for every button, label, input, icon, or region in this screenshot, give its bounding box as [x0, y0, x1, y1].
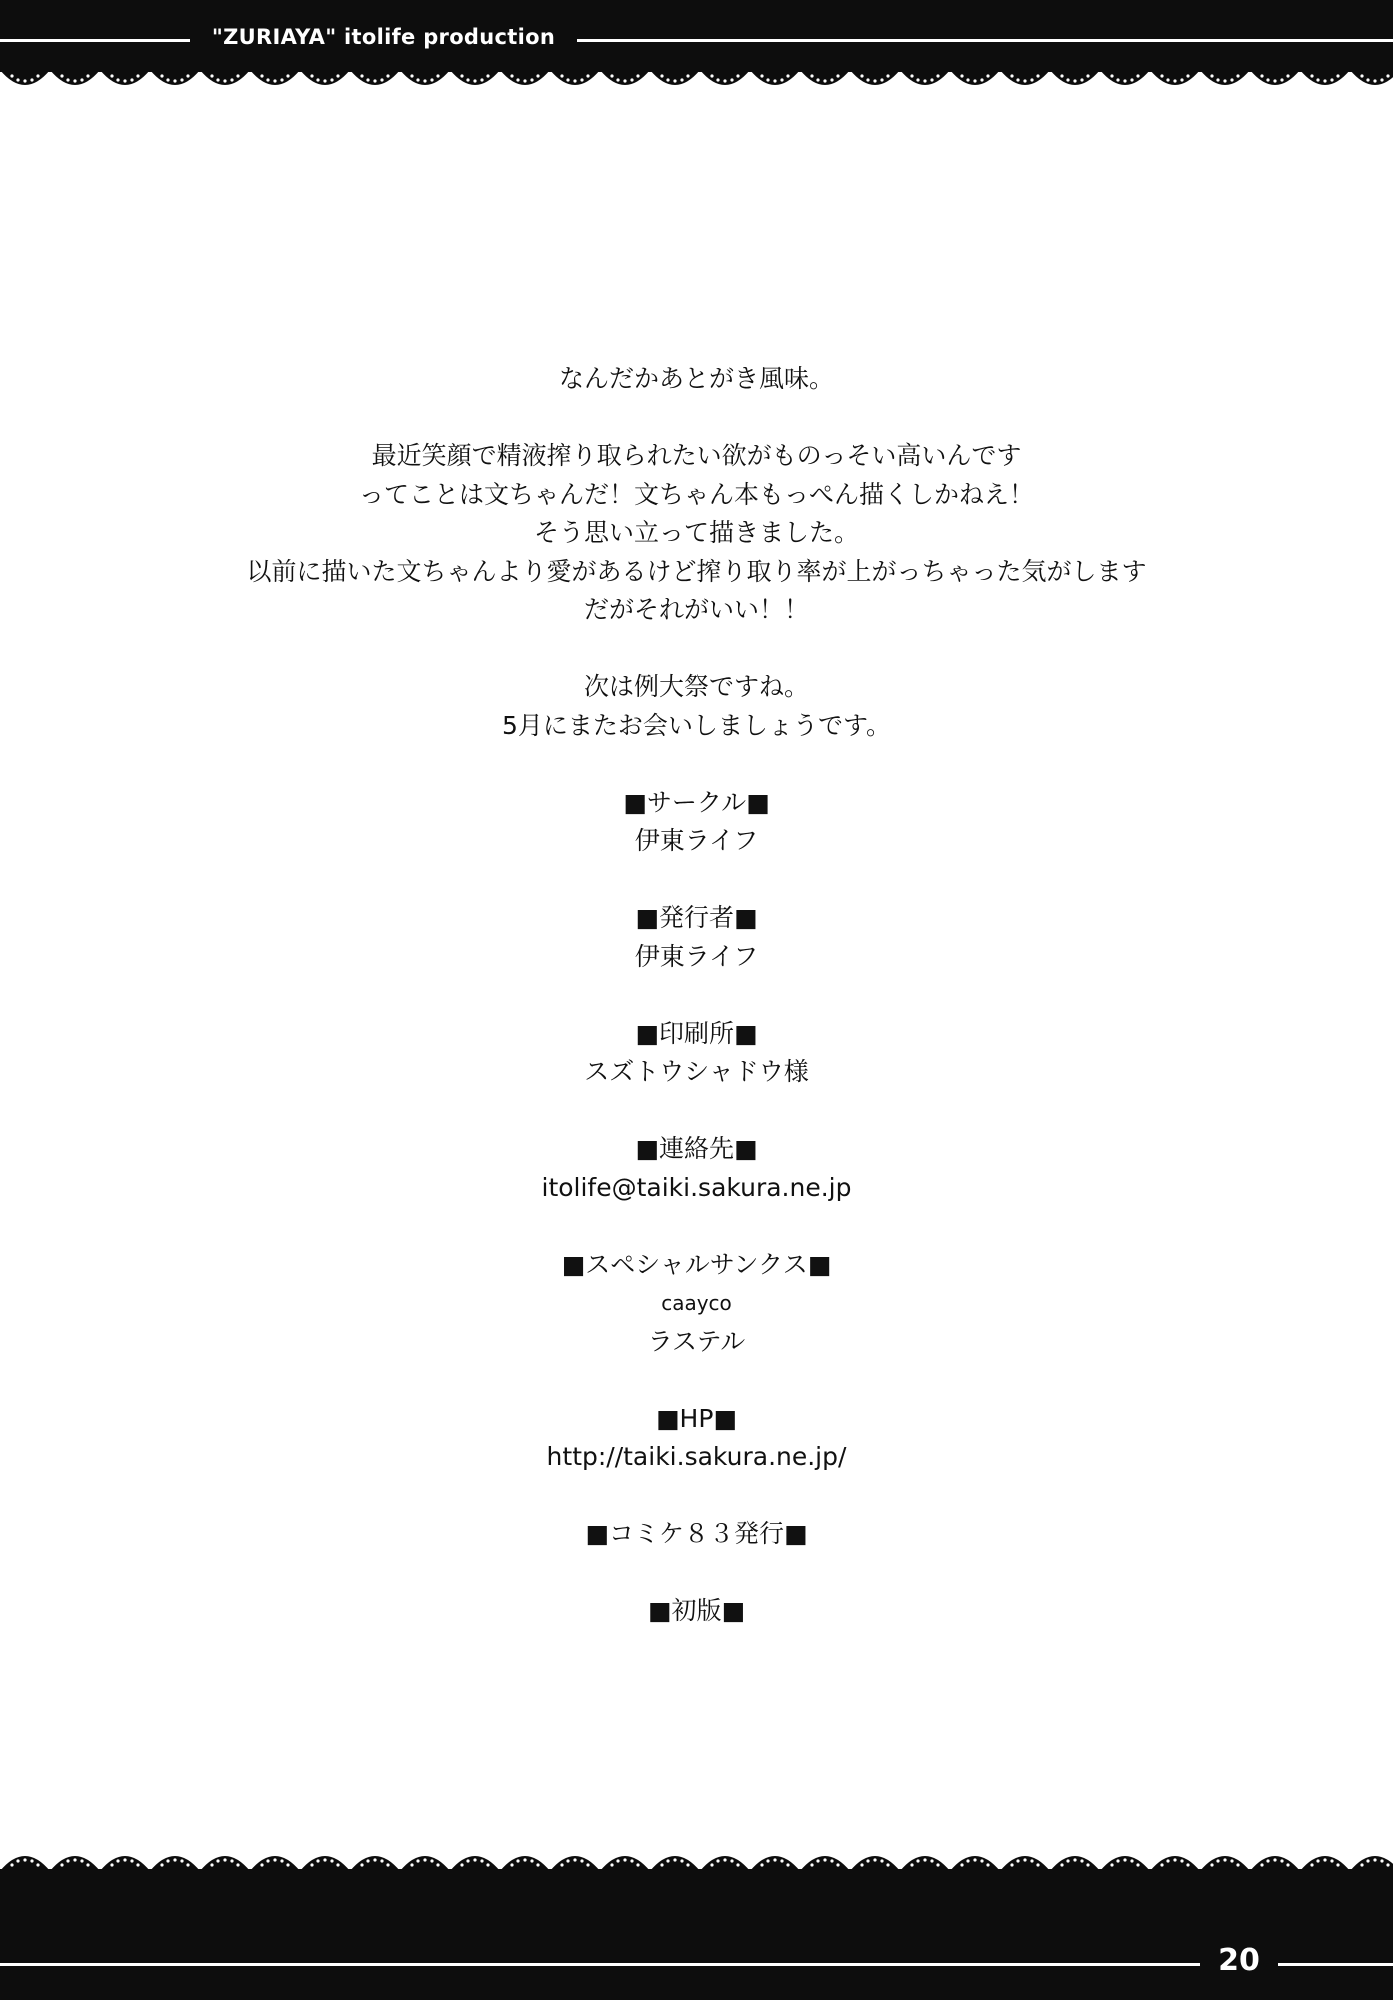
bottom-rule-left	[0, 1963, 1200, 1966]
special-thanks-name: ラステル	[647, 1326, 746, 1356]
afterword-line: 次は例大祭ですね。	[583, 672, 809, 701]
bottom-rule-right	[1278, 1963, 1393, 1966]
page-number: 20	[1218, 1943, 1260, 1978]
circle-label: ■サークル■	[623, 787, 770, 817]
afterword-line: そう思い立って描きました。	[533, 518, 859, 547]
afterword-line: 5月にまたお会いしましょうです。	[502, 710, 891, 740]
circle-value: 伊東ライフ	[634, 826, 759, 855]
event-label: ■コミケ８３発行■	[585, 1519, 808, 1548]
afterword-line: ってことは文ちゃんだ！文ちゃん本もっぺん描くしかねえ！	[358, 479, 1034, 509]
special-thanks-name: caayco	[661, 1291, 732, 1315]
bottom-band	[0, 1873, 1393, 2000]
header-title: "ZURIAYA" itolife production	[211, 25, 556, 49]
afterword-heading: なんだかあとがき風味。	[558, 364, 834, 393]
afterword-line: だがそれがいい！！	[583, 595, 809, 624]
contact-email: itolife@taiki.sakura.ne.jp	[541, 1172, 852, 1202]
homepage-label: ■HP■	[655, 1403, 738, 1433]
printer-label: ■印刷所■	[635, 1018, 758, 1048]
special-thanks-label: ■スペシャルサンクス■	[561, 1249, 832, 1279]
top-band	[0, 0, 1393, 70]
edition-label: ■初版■	[647, 1596, 746, 1625]
printer-value: スズトウシャドウ様	[584, 1057, 809, 1086]
afterword-line: 最近笑顔で精液搾り取られたい欲がものっそい高いんです	[371, 441, 1022, 470]
afterword-line: 以前に描いた文ちゃんより愛があるけど搾り取り率が上がっちゃった気がします	[246, 556, 1147, 586]
homepage-url: http://taiki.sakura.ne.jp/	[546, 1442, 847, 1471]
top-rule-left	[0, 39, 190, 42]
bottom-lace-border	[0, 1835, 1393, 1875]
publisher-value: 伊東ライフ	[634, 941, 759, 971]
contact-label: ■連絡先■	[635, 1134, 758, 1163]
top-lace-border	[0, 66, 1393, 106]
publisher-label: ■発行者■	[635, 903, 758, 932]
afterword-content	[0, 360, 1393, 1631]
top-rule-right	[577, 39, 1393, 42]
